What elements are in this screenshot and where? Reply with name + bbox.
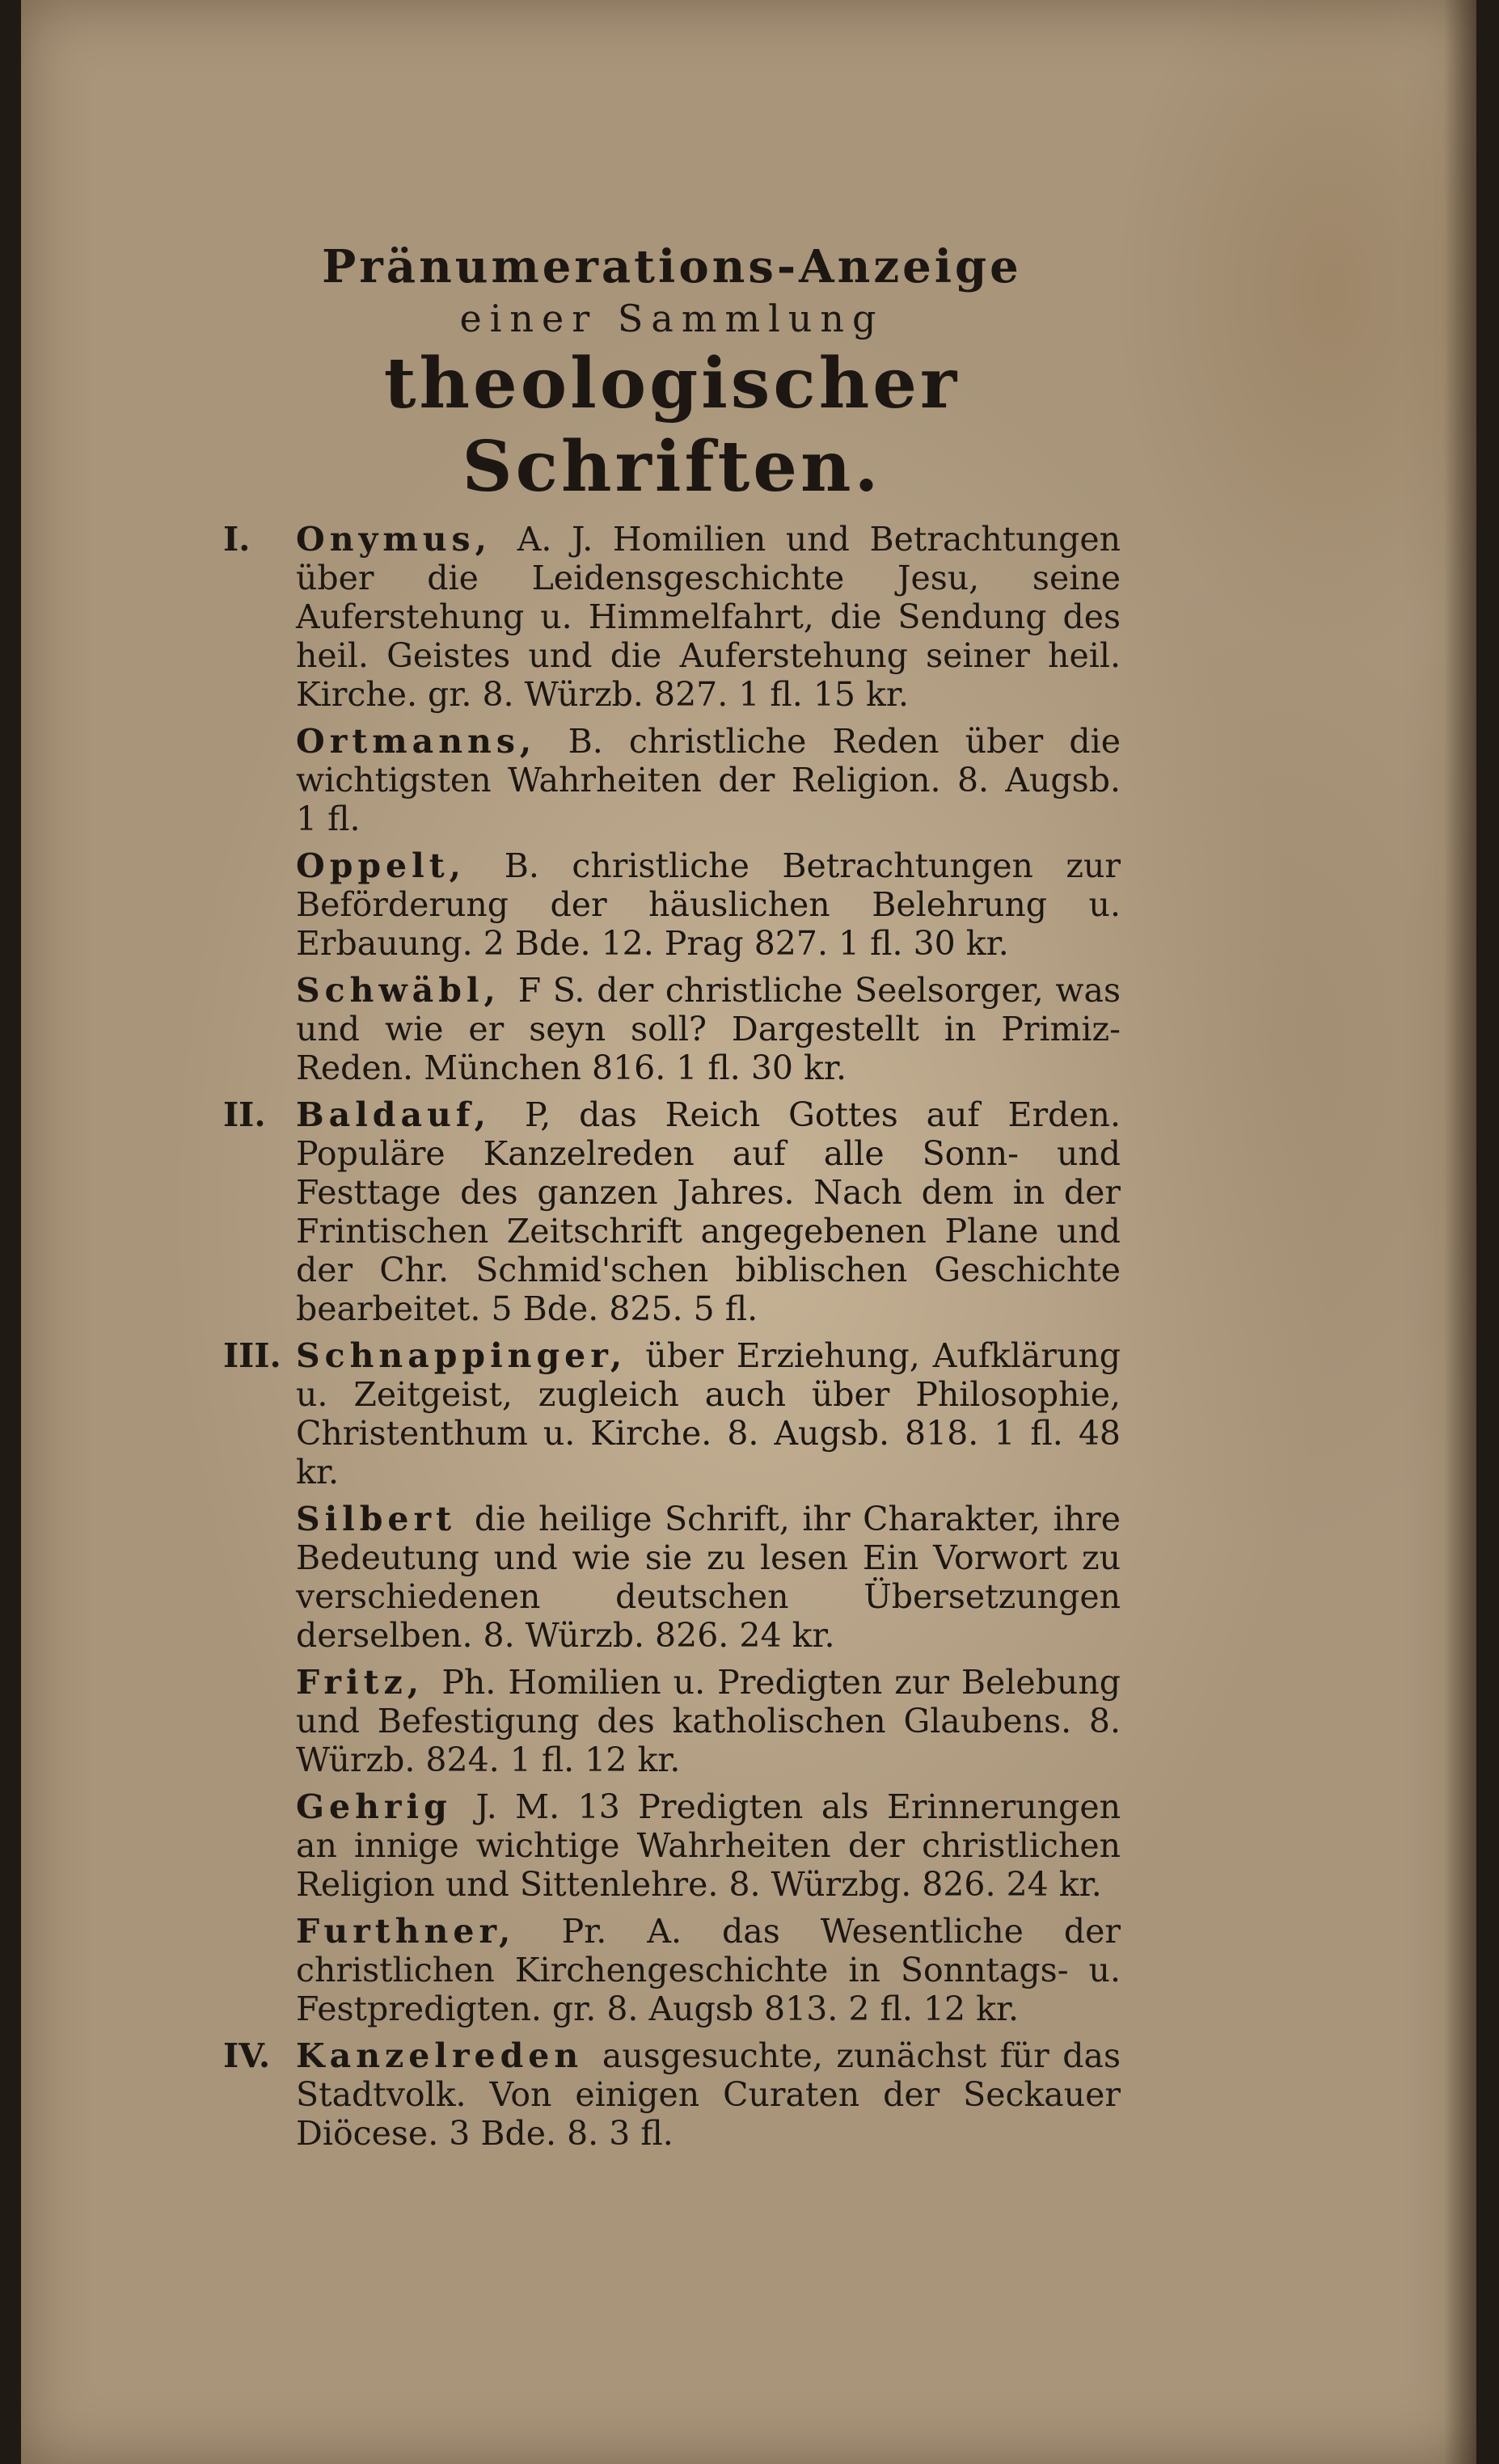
text-block [223, 240, 1121, 2161]
author-name: Kanzelreden [296, 2036, 602, 2076]
list-item [223, 1663, 1121, 1779]
page-edge-shadow [1444, 0, 1476, 2464]
entry-text: B. christliche Betrachtungen zur Beförderung der häuslichen Belehrung u. Erbauung. 2 Bde. 12. Prag 827. 1 fl. 30 kr. [296, 846, 1121, 964]
entry-text: P, das Reich Gottes auf Erden. Populäre Kanzelreden auf alle Sonn- und Festtage des ganzen Jahres. Nach dem in der Frintischen Zeitschrift angegebenen Plane und der Chr. Schmid'schen biblischen Geschichte bearbeitet. 5 Bde. 825. 5 fl. [296, 1095, 1121, 1329]
entry-text: Ph. Homilien u. Predigten zur Belebung und Befestigung des katholischen Glaubens. 8. Würzb. 824. 1 fl. 12 kr. [296, 1663, 1121, 1780]
heading-line-1: Pränumerations-Anzeige [322, 240, 1022, 293]
entry-text: A. J. Homilien und Betrachtungen über die Leidensgeschichte Jesu, seine Auferstehung u. Himmelfahrt, die Sendung des heil. Geistes und die Auferstehung seiner heil. Kirche. gr. 8. Würzb. 827. 1 fl. 15 kr. [296, 520, 1121, 715]
heading-line-2: einer Sammlung [459, 296, 885, 340]
author-name: Gehrig [296, 1787, 476, 1827]
section-number: III. [223, 1336, 281, 1376]
entry-text: J. M. 13 Predigten als Erinnerungen an innige wichtige Wahrheiten der christlichen Religion und Sittenlehre. 8. Würzbg. 826. 24 kr. [296, 1787, 1121, 1905]
author-name: Oppelt, [296, 846, 505, 886]
entry-text: die heilige Schrift, ihr Charakter, ihre Bedeutung und wie sie zu lesen Ein Vorwort zu verschiedenen deutschen Übersetzungen derselben. 8. Würzb. 826. 24 kr. [296, 1500, 1121, 1656]
author-name: Furthner, [296, 1912, 562, 1951]
entry-text: ausgesuchte, zunächst für das Stadtvolk. Von einigen Curaten der Seckauer Diöcese. 3 Bde. 8. 3 fl. [296, 2036, 1121, 2154]
heading-line-3: theologischer Schriften. [383, 343, 961, 508]
list-item [223, 722, 1121, 838]
list-item [223, 1095, 1121, 1328]
author-name: Silbert [296, 1500, 475, 1539]
list-item [223, 2036, 1121, 2153]
list-item [223, 1912, 1121, 2028]
section-number: IV. [223, 2036, 271, 2076]
section-number: I. [223, 520, 251, 559]
author-name: Ortmanns, [296, 722, 568, 762]
list-item [223, 846, 1121, 963]
entry-text: Pr. A. das Wesentliche der christlichen Kirchengeschichte in Sonntags- u. Festpredigten. gr. 8. Augsb 813. 2 fl. 12 kr. [296, 1912, 1121, 2029]
entry-text: F S. der christliche Seelsorger, was und wie er seyn soll? Dargestellt in Primiz-Reden. München 816. 1 fl. 30 kr. [296, 971, 1121, 1088]
author-name: Schwäbl, [296, 971, 518, 1010]
author-name: Onymus, [296, 520, 517, 559]
section-number: II. [223, 1095, 266, 1135]
list-item [223, 1787, 1121, 1904]
list-item [223, 1336, 1121, 1491]
list-item [223, 1500, 1121, 1655]
list-item [223, 520, 1121, 714]
document-page [21, 0, 1476, 2464]
author-name: Baldauf, [296, 1095, 525, 1135]
entry-text: B. christliche Reden über die wichtigsten Wahrheiten der Religion. 8. Augsb. 1 fl. [296, 722, 1121, 839]
author-name: Schnappinger, [296, 1336, 646, 1376]
entry-text: über Erziehung, Aufklärung u. Zeitgeist, zugleich auch über Philosophie, Christenthum u. Kirche. 8. Augsb. 818. 1 fl. 48 kr. [296, 1336, 1121, 1492]
author-name: Fritz, [296, 1663, 442, 1702]
list-item [223, 971, 1121, 1087]
